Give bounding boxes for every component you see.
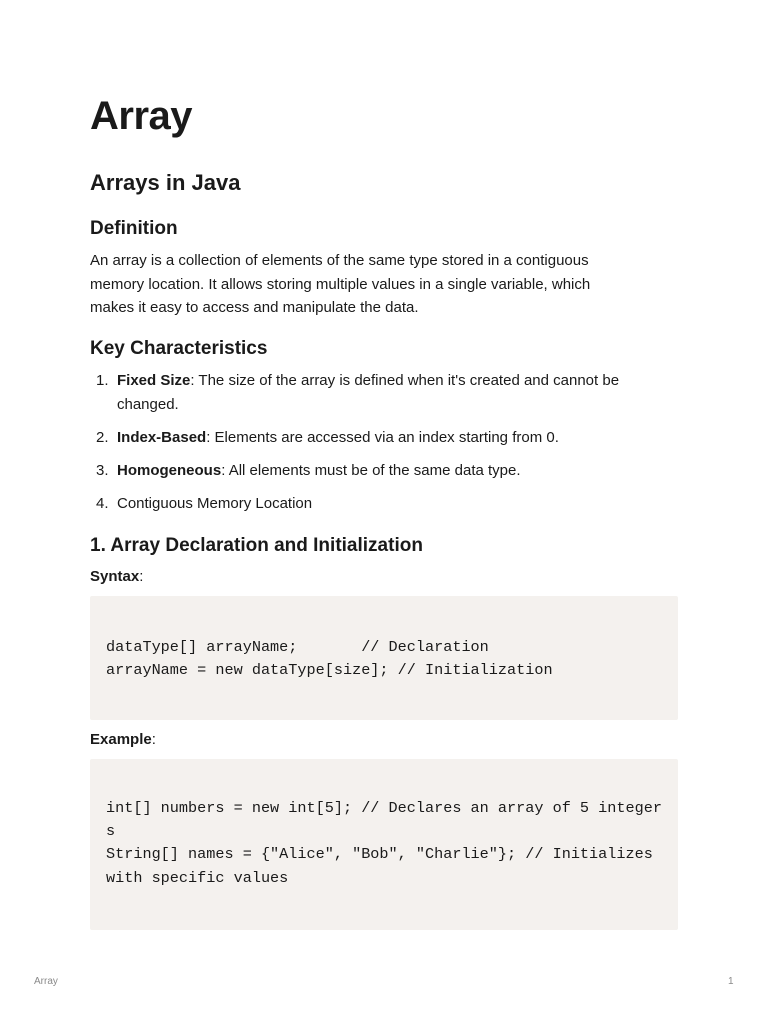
list-item-number: 3.	[96, 461, 109, 479]
footer-document-name: Array	[34, 976, 58, 987]
list-item	[90, 369, 678, 416]
syntax-code-block	[90, 596, 678, 720]
code-line: with specific values	[106, 868, 289, 887]
list-item-number: 1.	[96, 372, 109, 389]
list-item-term: Index-Based	[117, 428, 207, 446]
declaration-section-heading: 1. Array Declaration and Initialization	[90, 535, 423, 556]
example-code-block	[90, 759, 678, 930]
page-title: Array	[90, 94, 193, 138]
list-item-text: : All elements must be of the same data type.	[221, 461, 521, 479]
code-line: arrayName = new dataType[size]; // Initialization	[106, 661, 553, 680]
list-item-term: Fixed Size	[117, 372, 191, 389]
code-line: s	[106, 822, 116, 841]
code-line: int[] numbers = new int[5]; // Declares an array of 5 integer	[106, 799, 662, 817]
code-line: dataType[] arrayName; // Declaration	[106, 638, 489, 656]
list-item-number: 4.	[96, 494, 109, 512]
list-item-text-continued: changed.	[117, 395, 179, 413]
syntax-label: Syntax:	[90, 568, 144, 585]
example-label: Example:	[90, 731, 156, 748]
definition-line: memory location. It allows storing multiple values in a single variable, which	[90, 275, 591, 293]
key-characteristics-heading: Key Characteristics	[90, 338, 268, 359]
list-item-text: Contiguous Memory Location	[117, 494, 313, 512]
footer-page-number: 1	[728, 976, 734, 987]
definition-heading: Definition	[90, 218, 178, 239]
definition-line: makes it easy to access and manipulate the data.	[90, 299, 419, 316]
list-item-term: Homogeneous	[117, 461, 222, 479]
section-heading-arrays-in-java: Arrays in Java	[90, 170, 241, 195]
example-label-text: Example	[90, 731, 152, 748]
list-item	[90, 492, 678, 516]
definition-line: An array is a collection of elements of the same type stored in a contiguous	[90, 252, 589, 269]
list-item-text: : Elements are accessed via an index starting from 0.	[206, 428, 559, 446]
list-item-number: 2.	[96, 428, 109, 446]
code-line: String[] names = {"Alice", "Bob", "Charlie"}; // Initializes	[106, 845, 653, 864]
list-item	[90, 426, 678, 450]
definition-paragraph	[90, 249, 678, 320]
syntax-label-text: Syntax	[90, 568, 140, 585]
list-item	[90, 459, 678, 483]
list-item-text: : The size of the array is defined when it's created and cannot be	[190, 372, 620, 389]
characteristics-list	[90, 369, 678, 525]
